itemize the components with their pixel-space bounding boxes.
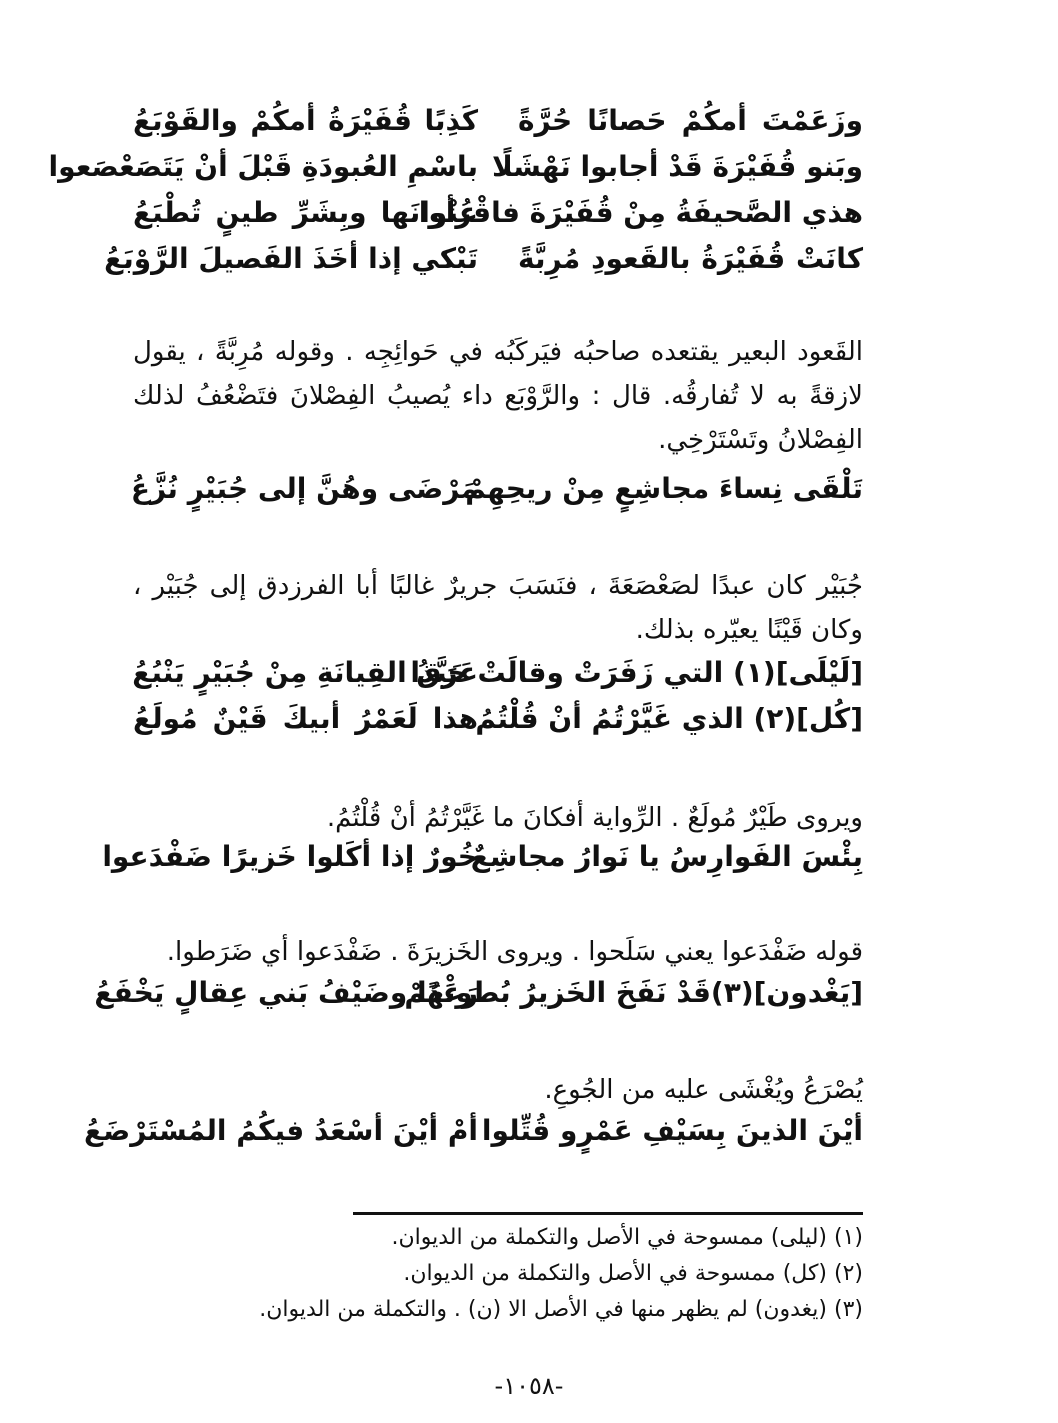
verse-first-hemistich: أيْنَ الذينَ بِسَيْفِ عَمْرٍو قُتِّلوا [481,1114,863,1147]
poem-verse-2 [130,466,863,512]
commentary-paragraph-3: ويروى طَيْرٌ مُولَعٌ . الرِّواية أفكانَ ما غَيَّرْتُمُ أنْ قُلْتُمُ. [326,803,863,833]
verse-first-hemistich: [يَغْدون](٣)قَدْ نَفَخَ الخَزيرُ بُطونَهُمْ [404,976,863,1009]
commentary-paragraph-1: القَعود البعير يقتعده صاحبُه فيَركَبُه في حَوائِجِه . وقوله مُرِبَّةً ، يقول لازقةً به لا تُفارقُه. قال : والرَّوْبَع داء يُصيبُ الفِصْلانَ فتَضْعُفُ لذلك الفِصْلانُ وتَسْتَرْخِي. [133,337,863,455]
verse-first-hemistich: تَلْقَى نِساءَ مجاشِعٍ مِنْ ريحِهِمْ [465,472,863,505]
verse-line [102,834,863,880]
commentary-paragraph-2: جُبَيْر كان عبدًا لصَعْصَعَةَ ، فنَسَبَ جريرٌ غالبًا أبا الفرزدق إلى جُبَيْر ، وكان قَيْنًا يعيّره بذلك. [133,571,863,645]
verse-second-hemistich: رَغْدًا وضَيْفُ بَني عِقالٍ يَخْفَعُ [94,976,478,1009]
verse-line [133,650,863,696]
verse-first-hemistich: بِئْسَ الفَوارِسُ يا نَوارُ مجاشِعٌ [470,840,863,873]
verse-second-hemistich: مَرْضَى وهُنَّ إلى جُبَيْرٍ نُزَّعُ [130,472,478,505]
verse-line [48,144,863,190]
commentary-paragraph-5: يُصْرَعُ ويُغْشَى عليه من الجُوعِ. [544,1075,863,1105]
verse-second-hemistich: عَرَقُ القِيانَةِ مِنْ جُبَيْرٍ يَنْبُعُ [132,656,478,689]
verse-first-hemistich: [لَيْلَى](١) التي زَفَرَتْ وقالَتْ حَبَّذا [410,656,863,689]
footnote: (٣) (يغدون) لم يظهر منها في الأصل الا (ن) . والتكملة من الديوان. [259,1297,863,1322]
poem-verse-6 [84,1108,863,1154]
page-number: -١٠٥٨- [494,1372,564,1400]
verse-second-hemistich: أمْ أيْنَ أسْعَدُ فيكُمُ المُسْتَرْضَعُ [84,1114,478,1147]
poem-stanza-3 [133,650,863,742]
verse-first-hemistich: كانَتْ قُفَيْرَةُ بالقَعودِ مُرِبَّةً [518,242,863,275]
verse-second-hemistich: هذا لَعَمْرُ أبيكَ قَيْنٌ مُولَعُ [133,702,478,735]
verse-first-hemistich: وبَنو قُفَيْرَةَ قَدْ أجابوا نَهْشَلًا [492,150,863,183]
verse-second-hemistich: عُنْوانَها وبِشَرِّ طينٍ تُطْبَعُ [133,196,478,229]
commentary-paragraph-4: قوله ضَفْدَعوا يعني سَلَحوا . ويروى الخَزيرَةَ . ضَفْدَعوا أي ضَرَطوا. [166,937,863,967]
verse-line [104,236,863,282]
verse-second-hemistich: خُورٌ إذا أكَلوا خَزيرًا ضَفْدَعوا [102,840,478,873]
footnote-separator [353,1212,863,1215]
footnotes [223,1220,863,1328]
verse-line [94,970,863,1016]
verse-line [133,696,863,742]
verse-line [133,190,863,236]
poem-verse-5 [94,970,863,1016]
verse-second-hemistich: كَذِبًا قُفَيْرَةُ أمكُمْ والقَوْبَعُ [133,104,478,137]
footnote: (٢) (كل) ممسوحة في الأصل والتكملة من الديوان. [403,1261,863,1286]
verse-line [130,466,863,512]
verse-line [133,98,863,144]
verse-first-hemistich: وزَعَمْتَ أمكُمْ حَصانًا حُرَّةً [518,104,863,137]
poem-verse-4 [102,834,863,880]
verse-line [84,1108,863,1154]
verse-second-hemistich: تَبْكي إذا أخَذَ الفَصيلَ الرَّوْبَعُ [104,242,478,275]
verse-second-hemistich: باسْمِ العُبودَةِ قَبْلَ أنْ يَتَصَعْصَعوا [48,150,478,183]
verse-first-hemistich: [كُل](٢) الذي غَيَّرْتُمُ أنْ قُلْتُمُ [475,702,863,735]
footnote: (١) (ليلى) ممسوحة في الأصل والتكملة من الديوان. [391,1225,863,1250]
verse-first-hemistich: هذي الصَّحيفَةُ مِنْ قُفَيْرَةَ فاقْرأوا [418,196,863,229]
poem-stanza-1 [48,98,863,282]
